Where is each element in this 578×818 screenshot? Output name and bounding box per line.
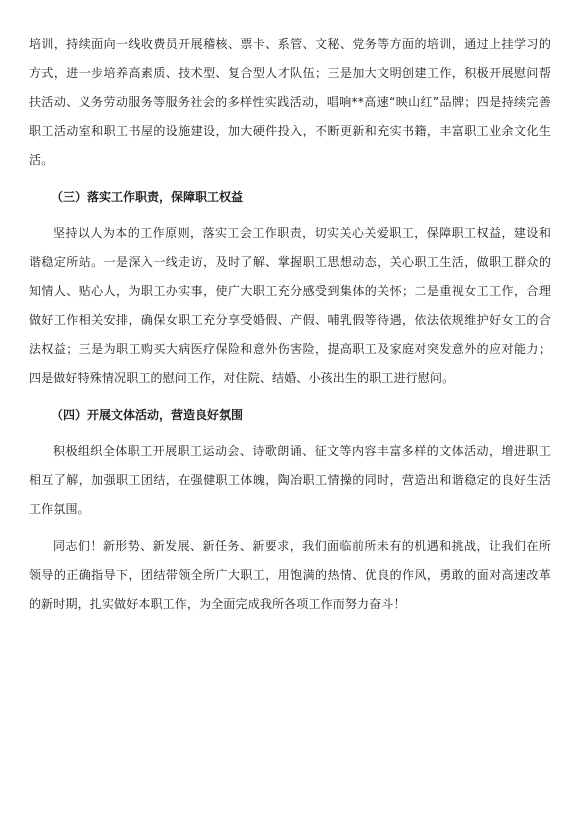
paragraph-closing: 同志们！新形势、新发展、新任务、新要求，我们面临前所未有的机遇和挑战，让我们在所领导的正确指导下，团结带领全所广大职工，用饱满的热情、优良的作风，勇敢的面对高速改革的新时期，扎实做好本职工作，为全面完成我所各项工作而努力奋斗！ — [29, 539, 551, 611]
section-heading-4: （四）开展文体活动，营造良好氛围 — [51, 408, 244, 422]
section-heading-3: （三）落实工作职责，保障职工权益 — [51, 190, 244, 204]
paragraph-training: 培训，持续面向一线收费员开展稽核、票卡、系管、文秘、党务等方面的培训，通过上挂学习的方式，进一步培养高素质、技术型、复合型人才队伍；三是加大文明创建工作，积极开展慰问帮扶活动、义务劳动服务等服务社会的多样性实践活动，唱响**高速“映山红”品牌；四是持续完善职工活动室和职工书屋的设施建设，加大硬件投入，不断更新和充实书籍，丰富职工业余文化生活。 — [29, 37, 551, 167]
document-page — [29, 30, 551, 619]
paragraph-duties: 坚持以人为本的工作原则，落实工会工作职责，切实关心关爱职工，保障职工权益，建设和谐稳定所站。一是深入一线走访，及时了解、掌握职工思想动态，关心职工生活，做职工群众的知情人、贴心人，为职工办实事，使广大职工充分感受到集体的关怀；二是重视女工工作，合理做好工作相关安排，确保女职工充分享受婚假、产假、哺乳假等待遇，依法依规维护好女工的合法权益；三是为职工购买大病医疗保险和意外伤害险，提高职工及家庭对突发意外的应对能力；四是做好特殊情况职工的慰问工作，对住院、结婚、小孩出生的职工进行慰问。 — [29, 226, 551, 385]
paragraph-activities: 积极组织全体职工开展职工运动会、诗歌朗诵、征文等内容丰富多样的文体活动，增进职工相互了解，加强职工团结，在强健职工体魄，陶冶职工情操的同时，营造出和谐稳定的良好生活工作氛围。 — [29, 444, 551, 516]
